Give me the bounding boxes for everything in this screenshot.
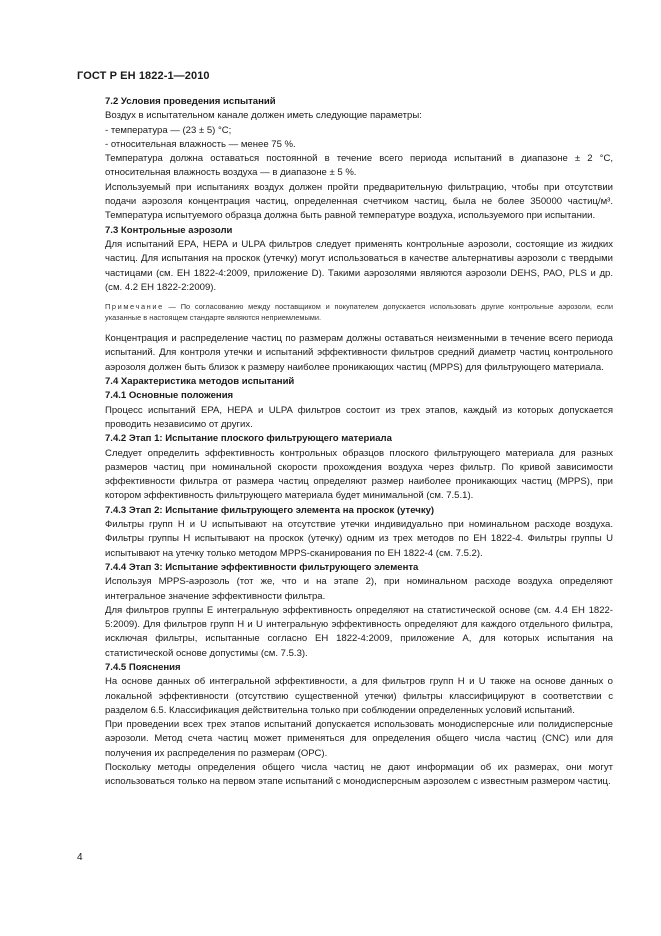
page-header-standard: ГОСТ Р ЕН 1822-1—2010 xyxy=(77,70,210,82)
note xyxy=(105,301,613,323)
section-7-4-5-text-3: Поскольку методы определения общего числа частиц не дают информации об их размерах, они могут использоваться только на первом этапе испытаний с монодисперсным аэрозолем с известным размером частиц. xyxy=(105,762,613,788)
page-number: 4 xyxy=(77,852,83,863)
section-7-4-1-text: Процесс испытаний ЕРА, НЕРА и ULPA фильтров состоит из трех этапов, каждый из которых допускается проводить независимо от других. xyxy=(105,404,613,430)
section-7-4-4-text-2: Для фильтров группы Е интегральную эффективность определяют на статистической основе (см. 4.4 ЕН 1822-5:2009). Для фильтров групп Н и U интегральную эффективность определяют для каждого отдельного фильтра, исключая фильтры, испытанные согласно ЕН 1822-4:2009, приложение А, для которых испытания на статистической основе допустимы (см. 7.5.3). xyxy=(105,604,613,659)
list-item-temperature: - температура — (23 ± 5) °С; xyxy=(105,124,232,136)
section-7-4-3-title: 7.4.3 Этап 2: Испытание фильтрующего элемента на проскок (утечку) xyxy=(105,504,435,516)
note-label: Примечание xyxy=(105,302,164,312)
section-7-4-title: 7.4 Характеристика методов испытаний xyxy=(105,376,295,388)
section-7-2-paragraph-2: Используемый при испытаниях воздух должен пройти предварительную фильтрацию, чтобы при отсутствии подачи аэрозоля концентрация частиц, определенная счетчиком частиц, была не более 350000 частиц/м³. Температура испытуемого образца должна быть равной температуре воздуха, используемого при испытании. xyxy=(105,181,613,222)
document-body xyxy=(105,95,613,790)
section-7-2-intro: Воздух в испытательном канале должен иметь следующие параметры: xyxy=(105,110,422,122)
section-7-2-title: 7.2 Условия проведения испытаний xyxy=(105,96,276,107)
list-item-humidity: - относительная влажность — менее 75 %. xyxy=(105,138,296,150)
section-7-4-2-text: Следует определить эффективность контрольных образцов плоского фильтрующего материала для разных размеров частиц при номинальной скорости прохождения воздуха через фильтр. По кривой зависимости эффективности фильтра от размера частиц определяют размер наиболее проникающих частиц (MPPS), при котором эффективность фильтрующего материала будет минимальной (см. 7.5.1). xyxy=(105,447,613,502)
section-7-4-1-title: 7.4.1 Основные положения xyxy=(105,390,234,402)
section-7-3-title: 7.3 Контрольные аэрозоли xyxy=(105,224,233,236)
section-7-4-4-text-1: Используя MPPS-аэрозоль (тот же, что и на этапе 2), при номинальном расходе воздуха определяют интегральное значение эффективности фильтра. xyxy=(105,576,613,602)
section-7-4-2-title: 7.4.2 Этап 1: Испытание плоского фильтрующего материала xyxy=(105,433,392,445)
section-7-4-5-title: 7.4.5 Пояснения xyxy=(105,661,181,673)
section-7-4-5-text-2: При проведении всех трех этапов испытаний допускается использовать монодисперсные или полидисперсные аэрозоли. Метод счета частиц может применяться для определения общего числа частиц (CNC) или для получения их распределения по размерам (ОРС). xyxy=(105,719,613,759)
section-7-3-paragraph-1: Для испытаний ЕРА, НЕРА и ULPA фильтров следует применять контрольные аэрозоли, состоящие из жидких частиц. Для испытания на проскок (утечку) могут использоваться в качестве альтернативы аэрозоли с твердыми частицами (см. ЕН 1822-4:2009, приложение D). Такими аэрозолями являются аэрозоли DEHS, РАО, PLS и др. (см. 4.2 ЕН 1822-2:2009). xyxy=(105,238,613,293)
note-text: — По согласованию между поставщиком и покупателем допускается использовать другие контрольные аэрозоли, если указанные в настоящем стандарте являются неприемлемыми. xyxy=(105,302,613,323)
section-7-4-4-title: 7.4.4 Этап 3: Испытание эффективности фильтрующего элемента xyxy=(105,561,419,573)
section-7-4-3-text: Фильтры групп Н и U испытывают на отсутствие утечки индивидуально при номинальном расходе воздуха. Фильтры группы Н испытывают на проскок (утечку) одним из трех методов по ЕН 1822-4. Фильтры группы U испытывают на утечку только методом MPPS-сканирования по ЕН 1822-4 (см. 7.5.2). xyxy=(105,519,613,559)
section-7-2-paragraph-1: Температура должна оставаться постоянной в течение всего периода испытаний в диапазоне ± 2 °С, относительная влажность воздуха — в диапазоне ± 5 %. xyxy=(105,153,613,179)
section-7-3-paragraph-2: Концентрация и распределение частиц по размерам должны оставаться неизменными в течение всего периода испытаний. Для контроля утечки и испытаний эффективности фильтров средний диаметр частиц контрольного аэрозоля должен быть близок к размеру наиболее проникающих частиц (MPPS) для фильтрующего материала. xyxy=(105,333,613,373)
section-7-4-5-text-1: На основе данных об интегральной эффективности, а для фильтров групп Н и U также на основе данных о локальной эффективности (отсутствию существенной утечки) фильтры классифицируют в соответствии с разделом 6.5. Классификация действительна только при соблюдении определенных условий испытаний. xyxy=(105,676,613,716)
